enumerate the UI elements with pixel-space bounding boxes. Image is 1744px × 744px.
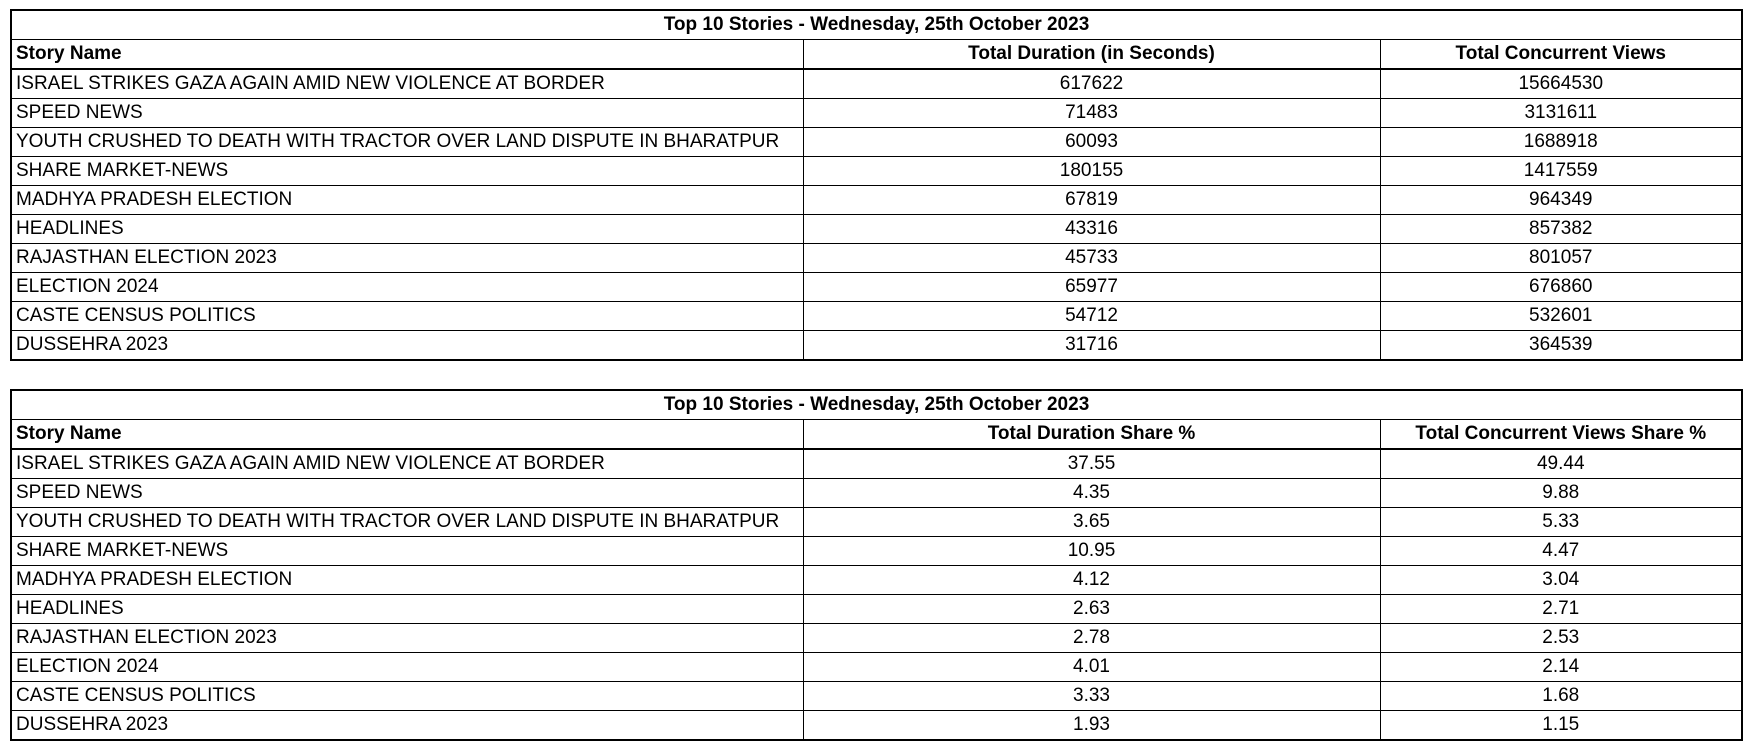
cell-story-name: MADHYA PRADESH ELECTION [11,566,803,595]
cell-value-2: 3131611 [1380,99,1742,128]
cell-value-2: 5.33 [1380,508,1742,537]
cell-story-name: DUSSEHRA 2023 [11,331,803,361]
cell-value-2: 364539 [1380,331,1742,361]
table-row [11,273,1742,302]
cell-value-1: 71483 [803,99,1380,128]
cell-story-name: MADHYA PRADESH ELECTION [11,186,803,215]
cell-value-2: 2.71 [1380,595,1742,624]
cell-value-2: 801057 [1380,244,1742,273]
table-title-row [11,390,1742,420]
table-row [11,682,1742,711]
table-body [11,449,1742,740]
top-stories-duration-table [10,9,1743,361]
table-row [11,566,1742,595]
table-body [11,69,1742,360]
cell-value-2: 1.15 [1380,711,1742,741]
cell-value-2: 964349 [1380,186,1742,215]
table-row [11,711,1742,741]
table-title-row [11,10,1742,40]
cell-value-1: 4.12 [803,566,1380,595]
cell-story-name: ISRAEL STRIKES GAZA AGAIN AMID NEW VIOLENCE AT BORDER [11,69,803,99]
column-header-duration-share: Total Duration Share % [803,420,1380,450]
column-header-story-name: Story Name [11,420,803,450]
cell-value-1: 617622 [803,69,1380,99]
table-row [11,215,1742,244]
cell-value-2: 2.53 [1380,624,1742,653]
table-title: Top 10 Stories - Wednesday, 25th October 2023 [11,10,1742,40]
cell-story-name: ELECTION 2024 [11,273,803,302]
table-header-row [11,40,1742,70]
cell-value-2: 49.44 [1380,449,1742,479]
table-row [11,331,1742,361]
cell-value-2: 3.04 [1380,566,1742,595]
cell-story-name: RAJASTHAN ELECTION 2023 [11,244,803,273]
column-header-views-share: Total Concurrent Views Share % [1380,420,1742,450]
table-row [11,595,1742,624]
cell-value-1: 2.78 [803,624,1380,653]
table-row [11,186,1742,215]
cell-story-name: SHARE MARKET-NEWS [11,537,803,566]
cell-value-1: 67819 [803,186,1380,215]
cell-story-name: SPEED NEWS [11,479,803,508]
cell-story-name: SHARE MARKET-NEWS [11,157,803,186]
cell-value-2: 2.14 [1380,653,1742,682]
table-row [11,624,1742,653]
cell-value-2: 676860 [1380,273,1742,302]
cell-story-name: ISRAEL STRIKES GAZA AGAIN AMID NEW VIOLENCE AT BORDER [11,449,803,479]
table-title: Top 10 Stories - Wednesday, 25th October 2023 [11,390,1742,420]
column-header-total-concurrent-views: Total Concurrent Views [1380,40,1742,70]
table-row [11,69,1742,99]
cell-value-2: 857382 [1380,215,1742,244]
cell-value-1: 4.01 [803,653,1380,682]
cell-value-1: 54712 [803,302,1380,331]
cell-story-name: HEADLINES [11,215,803,244]
cell-story-name: RAJASTHAN ELECTION 2023 [11,624,803,653]
table-row [11,244,1742,273]
cell-story-name: CASTE CENSUS POLITICS [11,682,803,711]
cell-value-1: 180155 [803,157,1380,186]
cell-value-2: 4.47 [1380,537,1742,566]
cell-story-name: SPEED NEWS [11,99,803,128]
cell-value-1: 60093 [803,128,1380,157]
top-stories-share-table [10,389,1743,741]
cell-story-name: YOUTH CRUSHED TO DEATH WITH TRACTOR OVER LAND DISPUTE IN BHARATPUR [11,128,803,157]
cell-value-2: 532601 [1380,302,1742,331]
table-row [11,302,1742,331]
table-row [11,653,1742,682]
cell-value-2: 1417559 [1380,157,1742,186]
cell-value-1: 45733 [803,244,1380,273]
cell-value-1: 65977 [803,273,1380,302]
table-row [11,537,1742,566]
cell-value-2: 1.68 [1380,682,1742,711]
table-row [11,449,1742,479]
cell-value-1: 2.63 [803,595,1380,624]
table-row [11,479,1742,508]
cell-value-1: 31716 [803,331,1380,361]
cell-value-1: 3.65 [803,508,1380,537]
cell-value-1: 37.55 [803,449,1380,479]
cell-value-1: 43316 [803,215,1380,244]
table-row [11,508,1742,537]
cell-value-1: 1.93 [803,711,1380,741]
cell-story-name: ELECTION 2024 [11,653,803,682]
table-row [11,157,1742,186]
cell-story-name: CASTE CENSUS POLITICS [11,302,803,331]
cell-story-name: HEADLINES [11,595,803,624]
cell-story-name: DUSSEHRA 2023 [11,711,803,741]
cell-story-name: YOUTH CRUSHED TO DEATH WITH TRACTOR OVER LAND DISPUTE IN BHARATPUR [11,508,803,537]
column-header-story-name: Story Name [11,40,803,70]
cell-value-1: 10.95 [803,537,1380,566]
cell-value-2: 1688918 [1380,128,1742,157]
cell-value-2: 15664530 [1380,69,1742,99]
table-header-row [11,420,1742,450]
cell-value-1: 3.33 [803,682,1380,711]
column-header-total-duration: Total Duration (in Seconds) [803,40,1380,70]
table-row [11,99,1742,128]
cell-value-1: 4.35 [803,479,1380,508]
table-row [11,128,1742,157]
cell-value-2: 9.88 [1380,479,1742,508]
